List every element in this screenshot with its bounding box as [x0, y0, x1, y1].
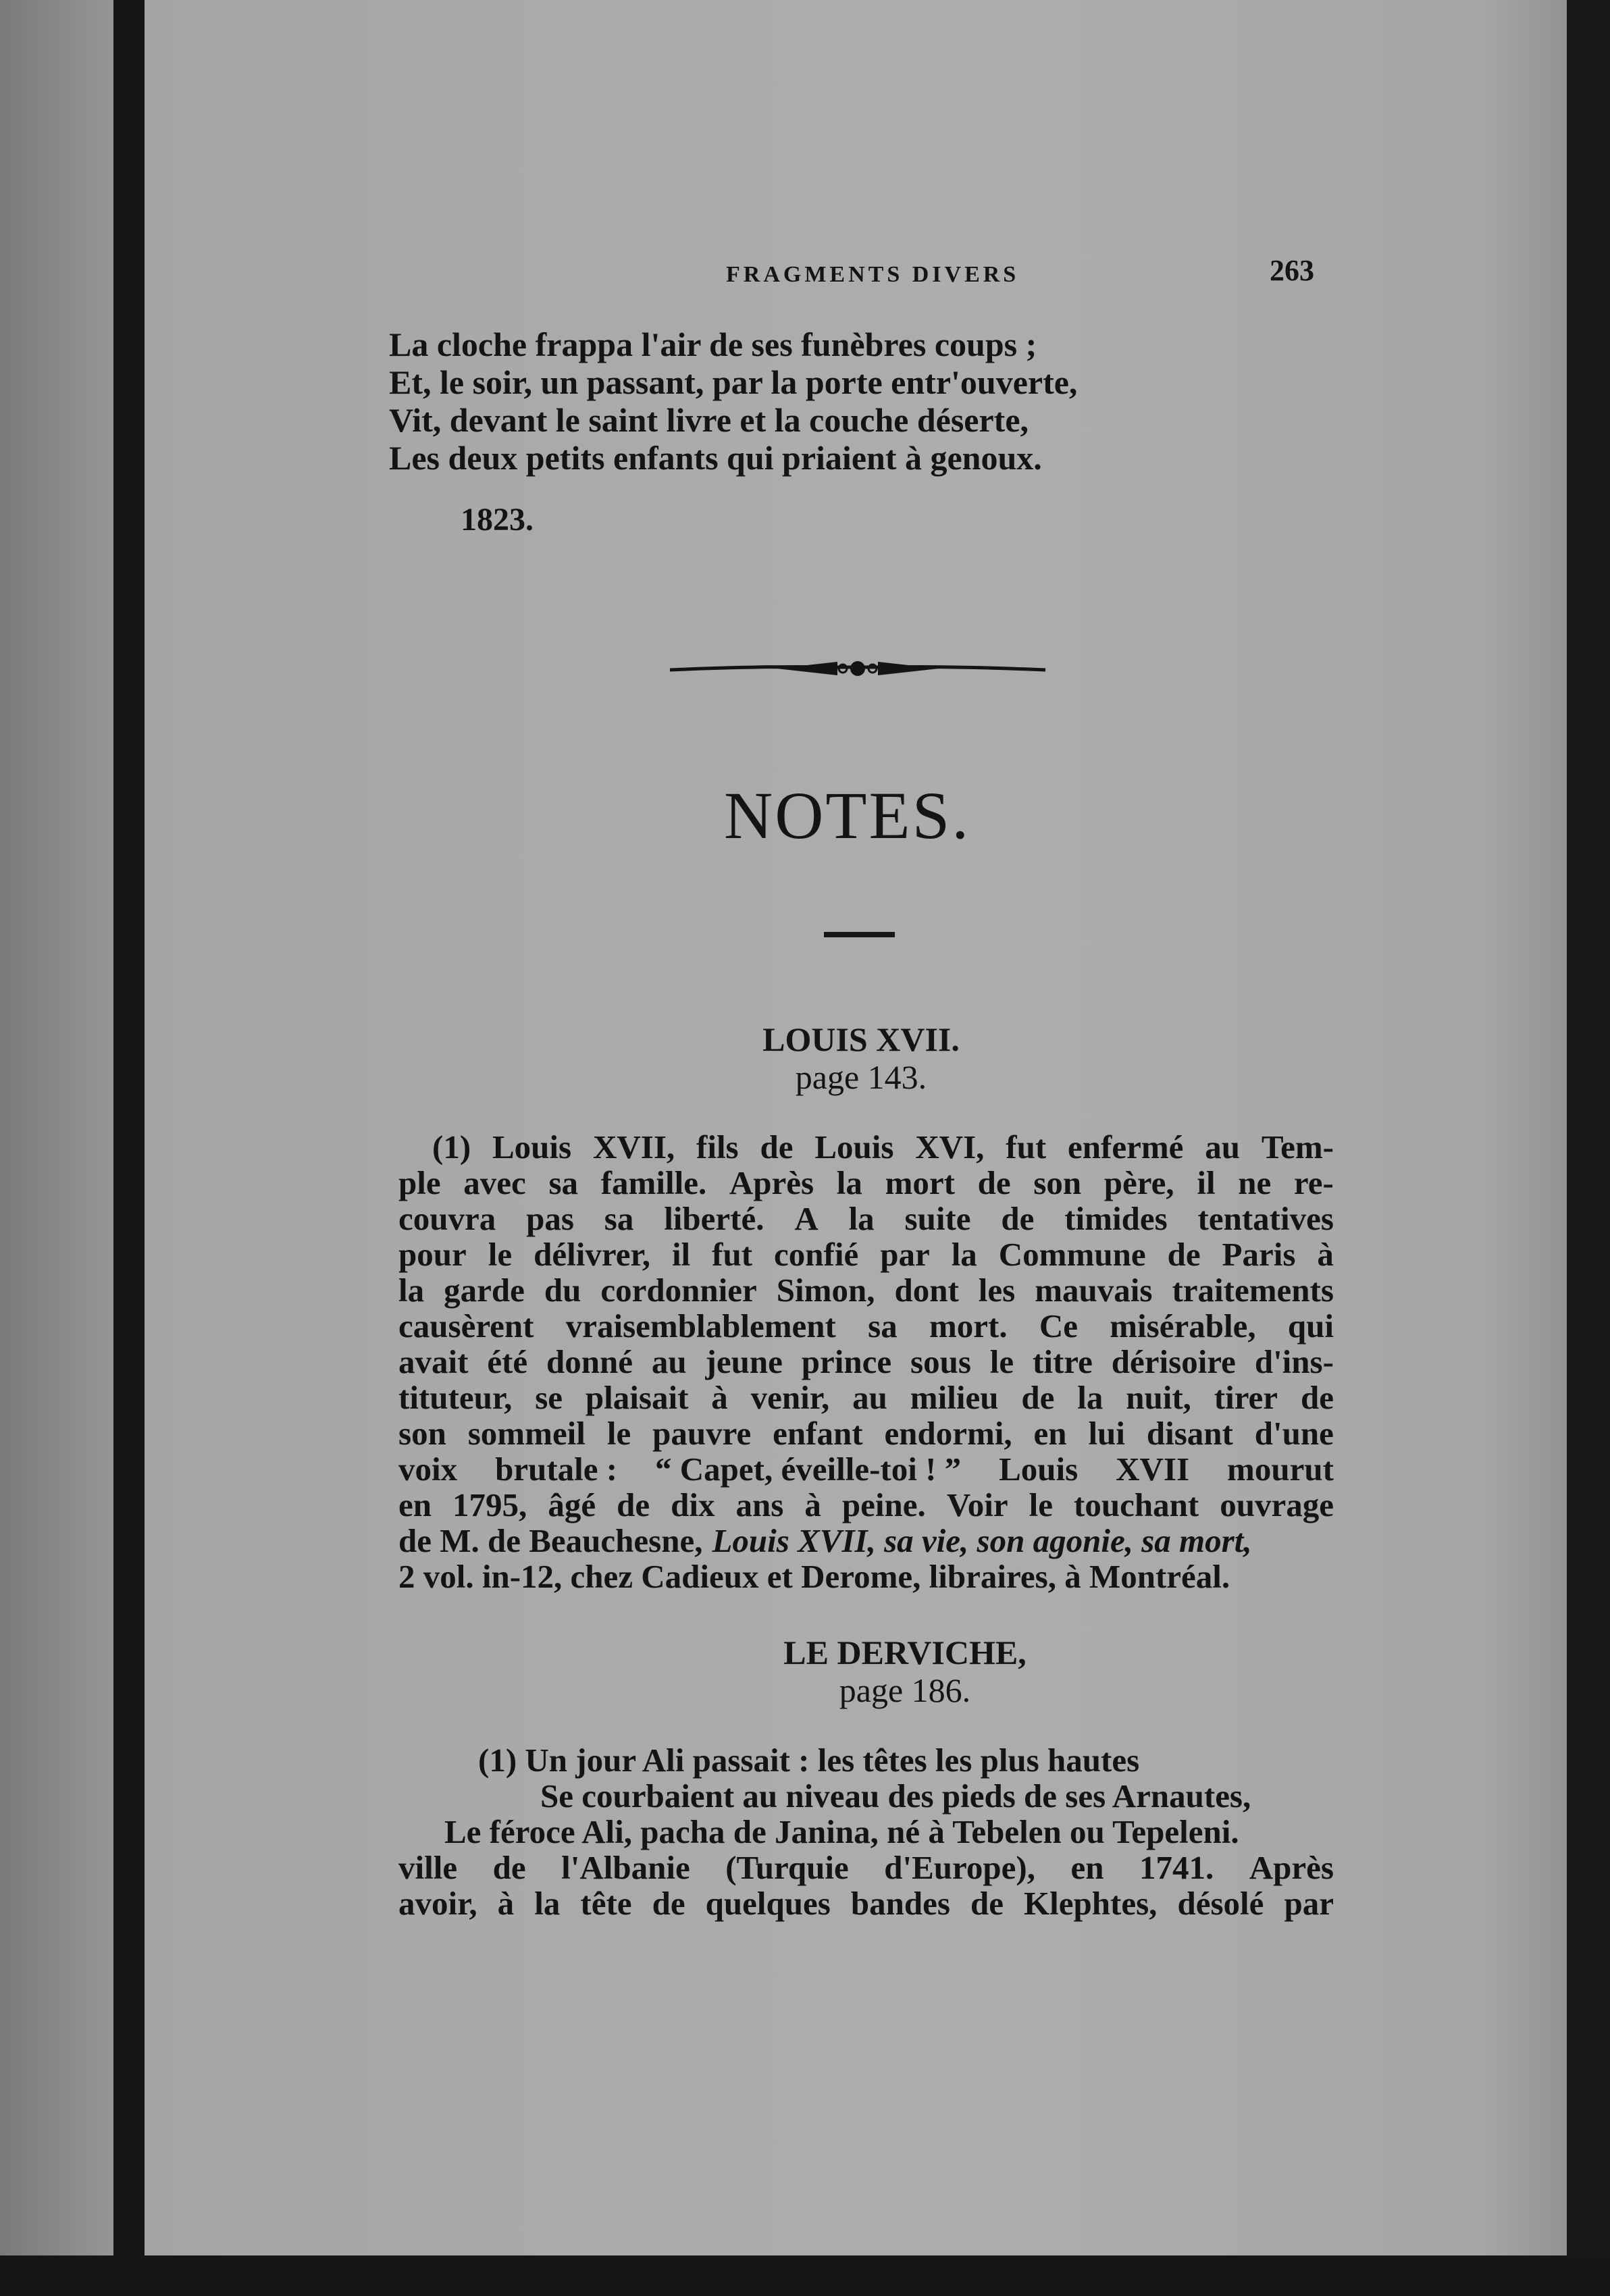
text-line: [398, 1344, 1334, 1380]
word: l'Albanie: [561, 1849, 690, 1886]
word: sa: [604, 1200, 634, 1237]
word: Louis: [814, 1128, 894, 1166]
word: en: [398, 1486, 432, 1523]
word: sa: [868, 1307, 898, 1345]
word: à: [1317, 1236, 1334, 1273]
word: XVII: [1116, 1451, 1190, 1488]
word: fils: [696, 1128, 739, 1166]
word: (1): [432, 1128, 471, 1166]
quoted-verse-line: Se courbaient au niveau des pieds de ses Arnautes,: [540, 1777, 1251, 1815]
word: Louis: [492, 1128, 572, 1166]
text-line: [398, 1308, 1334, 1344]
word: de: [1001, 1200, 1035, 1237]
page-edge-right: [1567, 0, 1610, 2296]
word: XVII,: [592, 1128, 675, 1166]
word: titre: [1033, 1343, 1093, 1380]
gutter-shadow: [0, 0, 113, 2296]
note-paragraph: [398, 1129, 1337, 1594]
verse-line: Et, le soir, un passant, par la porte entr'ouverte,: [389, 363, 1078, 401]
word: mort: [885, 1164, 955, 1201]
text-run: de M. de Beauchesne,: [398, 1522, 703, 1559]
word: père,: [1103, 1164, 1174, 1201]
word: disant: [1146, 1415, 1233, 1452]
notes-heading: NOTES.: [724, 778, 971, 853]
word: au: [1205, 1128, 1241, 1166]
text-line: [398, 1201, 1334, 1236]
word: famille.: [600, 1164, 707, 1201]
word: couvra: [398, 1200, 496, 1237]
word: nuit,: [1126, 1379, 1191, 1416]
word: ouvrage: [1220, 1486, 1334, 1523]
word: A: [794, 1200, 819, 1237]
word: Après: [1249, 1849, 1334, 1886]
running-head: FRAGMENTS DIVERS: [726, 262, 1020, 287]
word: peine.: [841, 1486, 926, 1523]
word: tête: [580, 1885, 632, 1922]
word: tirer: [1214, 1379, 1278, 1416]
word: causèrent: [398, 1307, 534, 1345]
word: d'ins-: [1254, 1343, 1334, 1380]
word: le: [989, 1343, 1014, 1380]
word: par: [1284, 1885, 1334, 1922]
poem-date: 1823.: [461, 502, 534, 538]
word: le: [1029, 1486, 1053, 1523]
word: la: [1077, 1379, 1103, 1416]
word: la: [848, 1200, 875, 1237]
word: la: [951, 1236, 977, 1273]
word: au: [852, 1379, 887, 1416]
section-title: LE DERVICHE,: [783, 1634, 1027, 1671]
binding-gutter: [113, 0, 145, 2296]
word: Paris: [1222, 1236, 1296, 1273]
word: pas: [526, 1200, 574, 1237]
text-line: [398, 1272, 1334, 1308]
word: de: [1021, 1379, 1055, 1416]
word: la: [398, 1272, 425, 1309]
word: (Turquie: [725, 1849, 849, 1886]
word: brutale :: [495, 1451, 618, 1488]
word: la: [836, 1164, 862, 1201]
word: en: [1070, 1849, 1104, 1886]
word: ple: [398, 1164, 441, 1201]
word: touchant: [1074, 1486, 1199, 1523]
text-line: [398, 1165, 1334, 1201]
word: enfant: [773, 1415, 863, 1452]
word: pour: [398, 1236, 467, 1273]
section-page-ref: page 186.: [839, 1671, 971, 1709]
text-line: 2 vol. in-12, chez Cadieux et Derome, libraires, à Montréal.: [398, 1558, 1230, 1595]
word: timides: [1064, 1200, 1168, 1237]
word: misérable,: [1110, 1307, 1256, 1345]
text-line: [398, 1236, 1334, 1272]
word: son: [398, 1415, 446, 1452]
word: ville: [398, 1849, 458, 1886]
word: le: [606, 1415, 631, 1452]
word: il: [1197, 1164, 1216, 1201]
word: dix: [671, 1486, 715, 1523]
text-line: [398, 1487, 1334, 1523]
word: mort.: [929, 1307, 1008, 1345]
word: cordonnier: [600, 1272, 757, 1309]
word: Voir: [946, 1486, 1008, 1523]
word: son: [1033, 1164, 1082, 1201]
word: suite: [904, 1200, 971, 1237]
word: qui: [1287, 1307, 1334, 1345]
word: désolé: [1177, 1885, 1264, 1922]
word: traitements: [1172, 1272, 1334, 1309]
word: re-: [1293, 1164, 1334, 1201]
word: lui: [1088, 1415, 1125, 1452]
word: sommeil: [467, 1415, 586, 1452]
word: âgé: [548, 1486, 596, 1523]
word: ans: [735, 1486, 784, 1523]
section-title: LOUIS XVII.: [762, 1020, 960, 1058]
word: le: [488, 1236, 513, 1273]
word: mourut: [1227, 1451, 1334, 1488]
word: il: [671, 1236, 691, 1273]
word: de: [617, 1486, 650, 1523]
word: avait: [398, 1343, 469, 1380]
word: été: [487, 1343, 528, 1380]
word: jeune: [705, 1343, 783, 1380]
word: de: [652, 1885, 685, 1922]
word: mauvais: [1035, 1272, 1153, 1309]
word: d'une: [1254, 1415, 1334, 1452]
word: “ Capet, éveille-toi ! ”: [655, 1451, 962, 1488]
word: enfermé: [1068, 1128, 1184, 1166]
page-number: 263: [1270, 254, 1314, 287]
word: 1795,: [452, 1486, 527, 1523]
word: Louis: [999, 1451, 1079, 1488]
word: donné: [546, 1343, 633, 1380]
word: de: [760, 1128, 794, 1166]
word: à: [711, 1379, 728, 1416]
word: Commune: [998, 1236, 1146, 1273]
note-paragraph: [398, 1742, 1337, 1921]
word: sa: [548, 1164, 579, 1201]
word: les: [978, 1272, 1016, 1309]
word: fut: [1006, 1128, 1047, 1166]
word: XVI,: [915, 1128, 985, 1166]
word: dérisoire: [1111, 1343, 1236, 1380]
word: 1741.: [1139, 1849, 1214, 1886]
word: tentatives: [1197, 1200, 1334, 1237]
word: endormi,: [884, 1415, 1012, 1452]
text-line: [398, 1451, 1334, 1487]
word: du: [544, 1272, 581, 1309]
text-line: Le féroce Ali, pacha de Janina, né à Tebelen ou Tepeleni.: [444, 1813, 1239, 1850]
verse-line: Vit, devant le saint livre et la couche déserte,: [389, 401, 1029, 439]
word: dont: [894, 1272, 959, 1309]
verse-line: Les deux petits enfants qui priaient à genoux.: [389, 439, 1042, 477]
verse-stanza: [389, 325, 1402, 477]
verse-line: La cloche frappa l'air de ses funèbres coups ;: [389, 325, 1037, 363]
word: garde: [444, 1272, 525, 1309]
text-line: [398, 1885, 1334, 1921]
word: en: [1033, 1415, 1067, 1452]
word: venir,: [750, 1379, 830, 1416]
word: de: [977, 1164, 1011, 1201]
word: voix: [398, 1451, 458, 1488]
word: vraisemblablement: [565, 1307, 836, 1345]
word: au: [651, 1343, 687, 1380]
word: de: [492, 1849, 526, 1886]
word: quelques: [705, 1885, 831, 1922]
word: confié: [774, 1236, 859, 1273]
word: délivrer,: [534, 1236, 650, 1273]
text-line: [398, 1380, 1334, 1415]
word: sous: [910, 1343, 971, 1380]
ornament-divider: [669, 655, 1047, 682]
word: avec: [463, 1164, 526, 1201]
word: de: [1300, 1379, 1334, 1416]
word: pauvre: [652, 1415, 752, 1452]
word: tituteur,: [398, 1379, 513, 1416]
text-line: [398, 1523, 1334, 1559]
word: de: [1167, 1236, 1201, 1273]
word: plaisait: [585, 1379, 689, 1416]
word: liberté.: [664, 1200, 764, 1237]
word: de: [970, 1885, 1004, 1922]
word: bandes: [850, 1885, 950, 1922]
text-line: [398, 1129, 1334, 1165]
word: Après: [729, 1164, 814, 1201]
page-edge-bottom: [0, 2255, 1610, 2296]
word: fut: [712, 1236, 753, 1273]
book-title: Louis XVII, sa vie, son agonie, sa mort,: [712, 1522, 1252, 1559]
text-line: [398, 1415, 1334, 1451]
word: à: [497, 1885, 515, 1922]
word: milieu: [910, 1379, 999, 1416]
text-line: [398, 1850, 1334, 1885]
word: Klephtes,: [1024, 1885, 1158, 1922]
word: Ce: [1039, 1307, 1078, 1345]
word: se: [535, 1379, 563, 1416]
word: par: [880, 1236, 930, 1273]
word: Simon,: [776, 1272, 875, 1309]
section-page-ref: page 143.: [795, 1058, 927, 1096]
word: la: [534, 1885, 561, 1922]
word: à: [804, 1486, 821, 1523]
word: prince: [801, 1343, 892, 1380]
word: ne: [1238, 1164, 1272, 1201]
word: avoir,: [398, 1885, 477, 1922]
quoted-verse-line: (1) Un jour Ali passait : les têtes les plus hautes: [478, 1742, 1140, 1779]
heading-rule: [824, 932, 895, 937]
word: d'Europe),: [884, 1849, 1035, 1886]
word: Tem-: [1261, 1128, 1334, 1166]
